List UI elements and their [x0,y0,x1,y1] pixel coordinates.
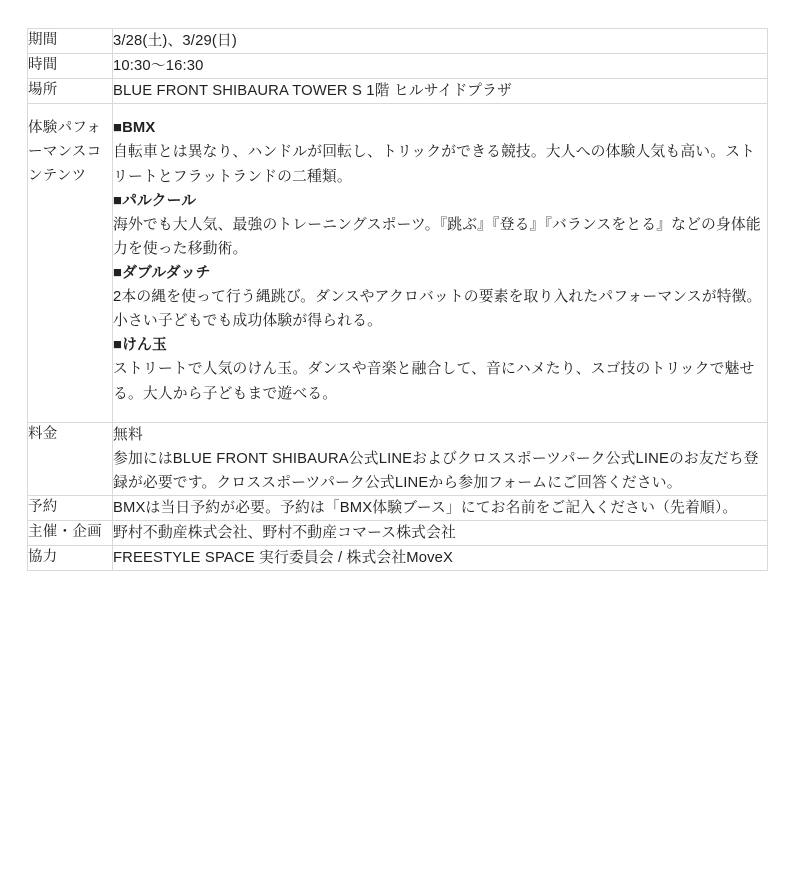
table-row [28,104,768,422]
content-body-parkour: 海外でも大人気、最強のトレーニングスポーツ。『跳ぶ』『登る』『バランスをとる』などの身体能力を使った移動術。 [113,216,761,257]
text-line: BMXは当日予約が必要。予約は「BMX体験ブース」にてお名前をご記入ください（先着順）。 [113,499,738,516]
event-details-table [27,28,768,571]
row-value-fee [113,422,768,495]
row-label-reservation: 予約 [28,495,113,520]
row-label-fee: 料金 [28,422,113,495]
text-line: BLUE FRONT SHIBAURA TOWER S 1階 ヒルサイドプラザ [113,83,512,100]
content-body-doubledutch: 2本の縄を使って行う縄跳び。ダンスやアクロバットの要素を取り入れたパフォーマンスが特徴。小さい子どもでも成功体験が得られる。 [113,289,762,330]
row-value-cooperation [113,546,768,571]
table-row [28,521,768,546]
text-line: 野村不動産株式会社、野村不動産コマース株式会社 [113,525,456,542]
row-value-time [113,54,768,79]
text-line: 無料 [113,426,143,443]
row-label-period: 期間 [28,29,113,54]
text-line: 3/28(土)、3/29(日) [113,33,237,49]
row-value-place [113,79,768,104]
row-value-reservation [113,495,768,520]
table-body [28,29,768,571]
content-heading-bmx: ■BMX [113,120,156,137]
content-body-bmx: 自転車とは異なり、ハンドルが回転し、トリックができる競技。大人への体験人気も高い。ストリートとフラットランドの二種類。 [113,144,756,185]
content-heading-parkour: ■パルクール [113,192,197,209]
row-label-cooperation: 協力 [28,546,113,571]
row-label-place: 場所 [28,79,113,104]
table-row [28,546,768,571]
row-label-contents: 体験パフォーマンスコンテンツ [28,104,113,422]
table-row [28,495,768,520]
table-row [28,54,768,79]
row-value-period [113,29,768,54]
content-heading-doubledutch: ■ダブルダッチ [113,264,211,281]
text-line: FREESTYLE SPACE 実行委員会 / 株式会社MoveX [113,550,454,567]
row-value-contents [113,104,768,422]
row-label-time: 時間 [28,54,113,79]
table-row [28,29,768,54]
text-line: 10:30〜16:30 [113,58,204,75]
content-heading-kendama: ■けん玉 [113,337,167,354]
table-row [28,422,768,495]
table-row [28,79,768,104]
text-line: 参加にはBLUE FRONT SHIBAURA公式LINEおよびクロススポーツパーク公式LINEのお友だち登録が必要です。クロススポーツパーク公式LINEから参加フォームにご回答ください。 [113,450,759,491]
content-body-kendama: ストリートで人気のけん玉。ダンスや音楽と融合して、音にハメたり、スゴ技のトリックで魅せる。大人から子どもまで遊べる。 [113,361,755,402]
row-label-organizer: 主催・企画 [28,521,113,546]
row-value-organizer [113,521,768,546]
